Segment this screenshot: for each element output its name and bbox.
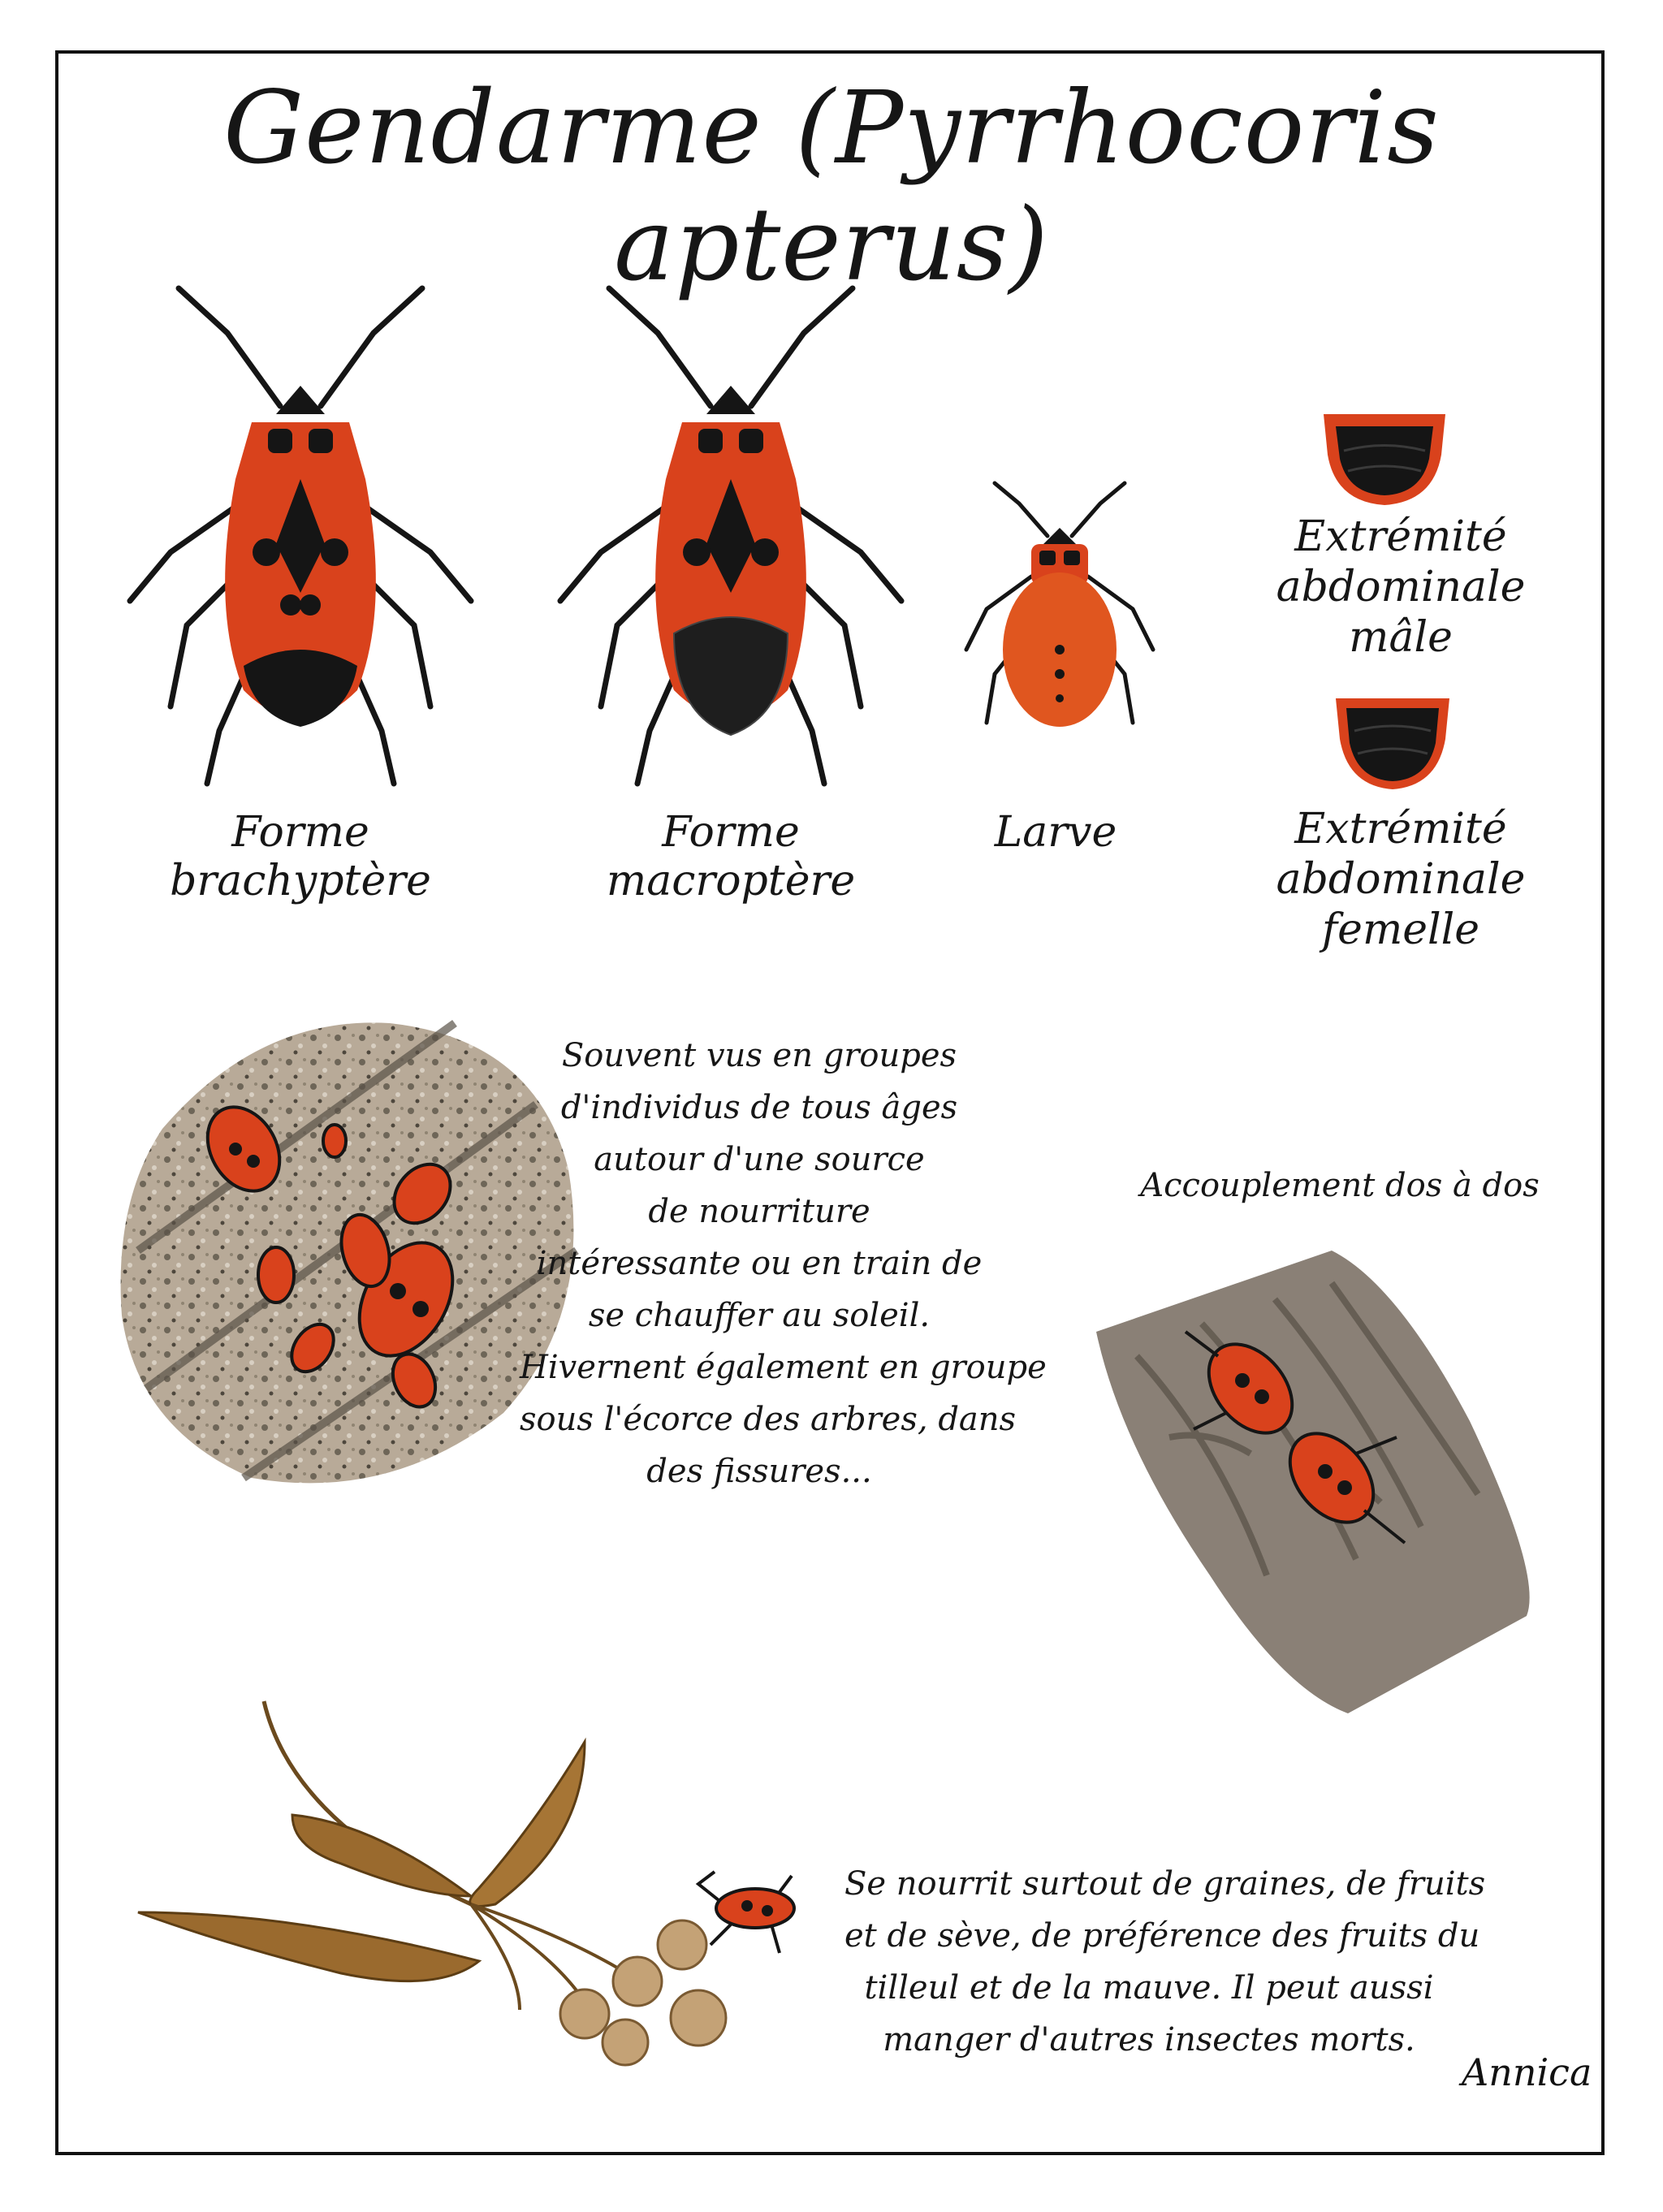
groups-line: Hivernent également en groupe xyxy=(520,1349,1047,1386)
label-accouplement: Accouplement dos à dos xyxy=(1140,1167,1540,1204)
groups-line: de nourriture xyxy=(648,1193,870,1230)
linden-seeds-illustration xyxy=(130,1693,861,2075)
groups-line: d'individus de tous âges xyxy=(560,1089,958,1126)
food-line: Se nourrit surtout de graines, de fruits xyxy=(844,1865,1486,1903)
food-line: tilleul et de la mauve. Il peut aussi xyxy=(864,1969,1434,2007)
label-male-tip xyxy=(1210,512,1592,663)
groups-line: Souvent vus en groupes xyxy=(561,1037,957,1074)
group-on-stones-illustration xyxy=(114,1007,585,1502)
label-brachyptere: Forme brachyptère xyxy=(170,808,431,905)
food-paragraph xyxy=(844,1858,1486,2066)
larva-illustration xyxy=(962,479,1157,747)
food-line: et de sève, de préférence des fruits du xyxy=(844,1917,1480,1955)
mating-on-bark-illustration xyxy=(1088,1234,1543,1722)
label-female-tip-line1: Extrémité abdominale xyxy=(1276,805,1526,904)
groups-line: se chauffer au soleil. xyxy=(588,1297,931,1334)
groups-line: intéressante ou en train de xyxy=(536,1245,983,1282)
label-female-tip-line2: femelle xyxy=(1321,905,1480,954)
artist-signature: Annica xyxy=(1462,2050,1592,2094)
female-abdomen-tip-illustration xyxy=(1332,690,1454,792)
label-larve: Larve xyxy=(994,808,1117,857)
groups-line: sous l'écorce des arbres, dans xyxy=(520,1401,1017,1438)
label-female-tip xyxy=(1210,804,1592,955)
groups-line: des fissures... xyxy=(646,1453,872,1490)
food-line: manger d'autres insectes morts. xyxy=(883,2021,1415,2059)
groups-line: autour d'une source xyxy=(594,1141,925,1178)
macropterous-bug-illustration xyxy=(552,284,909,788)
label-male-tip-line1: Extrémité abdominale xyxy=(1276,512,1526,611)
male-abdomen-tip-illustration xyxy=(1320,406,1449,508)
page-title: Gendarme (Pyrrhocoris apterus) xyxy=(223,70,1440,304)
groups-paragraph xyxy=(520,1030,1047,1497)
brachypterous-bug-illustration xyxy=(122,284,479,788)
label-macroptere: Forme macroptère xyxy=(606,808,856,905)
label-male-tip-line2: mâle xyxy=(1349,613,1453,662)
